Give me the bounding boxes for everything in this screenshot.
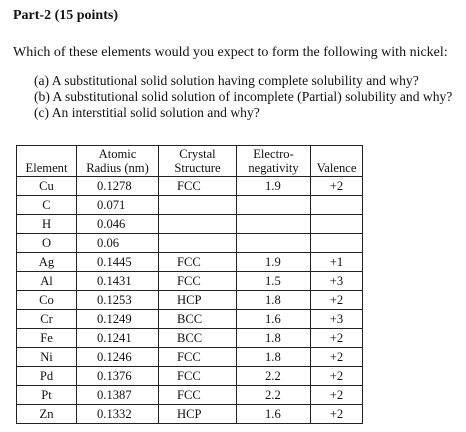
cell-valence: +3 <box>311 310 363 329</box>
cell-structure: FCC <box>159 348 237 367</box>
cell-structure: FCC <box>159 386 237 405</box>
cell-valence: +2 <box>311 367 363 386</box>
header-electronegativity: Electro- negativity <box>237 146 311 177</box>
cell-structure <box>159 234 237 253</box>
table-row <box>17 234 363 253</box>
cell-structure: FCC <box>159 367 237 386</box>
table-body <box>17 177 363 424</box>
cell-radius: 0.071 <box>77 196 159 215</box>
header-valence: Valence <box>311 146 363 177</box>
cell-valence: +3 <box>311 272 363 291</box>
cell-valence: +2 <box>311 348 363 367</box>
table-header-row <box>17 146 363 177</box>
question-item-a: (a) A substitutional solid solution having complete solubility and why? <box>34 73 419 88</box>
cell-element: Pt <box>17 386 77 405</box>
table-row <box>17 177 363 196</box>
table-row <box>17 272 363 291</box>
table-row <box>17 310 363 329</box>
cell-valence: +2 <box>311 291 363 310</box>
cell-element: Zn <box>17 405 77 424</box>
cell-element: Cr <box>17 310 77 329</box>
question-items <box>34 73 452 121</box>
cell-structure: FCC <box>159 177 237 196</box>
cell-radius: 0.1445 <box>77 253 159 272</box>
cell-valence: +2 <box>311 386 363 405</box>
cell-electronegativity: 2.2 <box>237 367 311 386</box>
cell-electronegativity: 1.6 <box>237 310 311 329</box>
cell-electronegativity <box>237 234 311 253</box>
table-row <box>17 329 363 348</box>
cell-radius: 0.1332 <box>77 405 159 424</box>
cell-structure: FCC <box>159 253 237 272</box>
cell-radius: 0.1376 <box>77 367 159 386</box>
cell-valence: +2 <box>311 329 363 348</box>
cell-electronegativity: 1.8 <box>237 291 311 310</box>
cell-electronegativity <box>237 196 311 215</box>
cell-element: H <box>17 215 77 234</box>
cell-structure <box>159 196 237 215</box>
cell-element: Al <box>17 272 77 291</box>
table-row <box>17 215 363 234</box>
table-row <box>17 196 363 215</box>
cell-element: Pd <box>17 367 77 386</box>
cell-element: C <box>17 196 77 215</box>
cell-radius: 0.1246 <box>77 348 159 367</box>
cell-radius: 0.1278 <box>77 177 159 196</box>
cell-electronegativity <box>237 215 311 234</box>
cell-structure: HCP <box>159 405 237 424</box>
cell-electronegativity: 2.2 <box>237 386 311 405</box>
cell-element: Cu <box>17 177 77 196</box>
cell-structure: FCC <box>159 272 237 291</box>
cell-radius: 0.1431 <box>77 272 159 291</box>
question-prompt: Which of these elements would you expect to form the following with nickel: <box>13 45 448 60</box>
table-row <box>17 386 363 405</box>
cell-electronegativity: 1.5 <box>237 272 311 291</box>
cell-valence: +2 <box>311 405 363 424</box>
cell-element: Ag <box>17 253 77 272</box>
cell-valence <box>311 196 363 215</box>
cell-radius: 0.1241 <box>77 329 159 348</box>
cell-electronegativity: 1.9 <box>237 177 311 196</box>
cell-electronegativity: 1.9 <box>237 253 311 272</box>
table-row <box>17 348 363 367</box>
table-row <box>17 291 363 310</box>
table-row <box>17 253 363 272</box>
cell-element: Fe <box>17 329 77 348</box>
elements-table <box>16 145 363 424</box>
cell-electronegativity: 1.6 <box>237 405 311 424</box>
header-radius: Atomic Radius (nm) <box>77 146 159 177</box>
table-row <box>17 405 363 424</box>
question-item-b: (b) A substitutional solid solution of incomplete (Partial) solubility and why? <box>34 89 453 104</box>
cell-element: Co <box>17 291 77 310</box>
cell-radius: 0.06 <box>77 234 159 253</box>
cell-valence <box>311 215 363 234</box>
cell-electronegativity: 1.8 <box>237 329 311 348</box>
cell-structure: HCP <box>159 291 237 310</box>
cell-radius: 0.1387 <box>77 386 159 405</box>
cell-element: O <box>17 234 77 253</box>
header-structure: Crystal Structure <box>159 146 237 177</box>
cell-radius: 0.1249 <box>77 310 159 329</box>
cell-electronegativity: 1.8 <box>237 348 311 367</box>
cell-structure <box>159 215 237 234</box>
cell-structure: BCC <box>159 310 237 329</box>
cell-radius: 0.1253 <box>77 291 159 310</box>
question-item-c: (c) An interstitial solid solution and why? <box>34 105 260 120</box>
part-title: Part-2 (15 points) <box>13 8 118 23</box>
cell-element: Ni <box>17 348 77 367</box>
cell-radius: 0.046 <box>77 215 159 234</box>
cell-valence: +1 <box>311 253 363 272</box>
cell-valence: +2 <box>311 177 363 196</box>
header-element: Element <box>17 146 77 177</box>
cell-structure: BCC <box>159 329 237 348</box>
table-row <box>17 367 363 386</box>
cell-valence <box>311 234 363 253</box>
